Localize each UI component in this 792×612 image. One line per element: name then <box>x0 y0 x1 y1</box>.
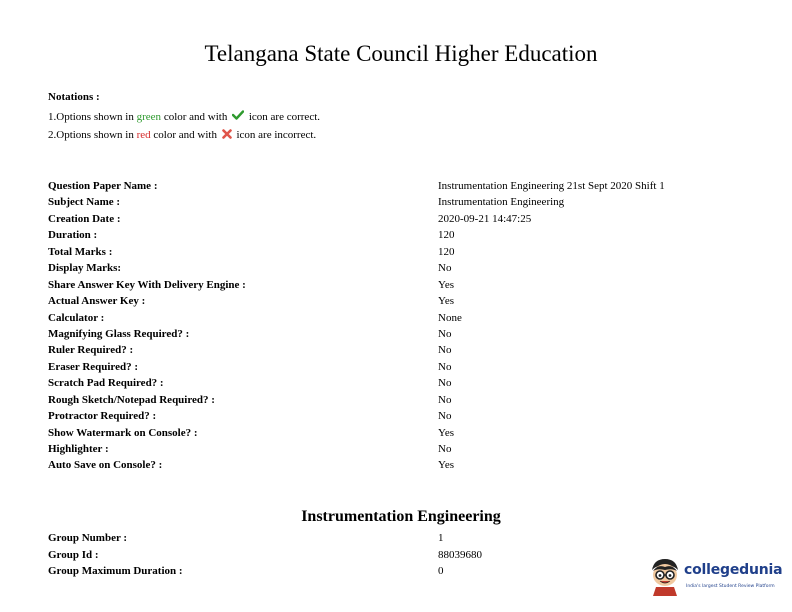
property-value: Yes <box>438 278 455 291</box>
property-row <box>48 326 748 342</box>
notation-correct: 1.Options shown in green color and with icon are correct. <box>48 108 320 126</box>
property-label: Auto Save on Console? : <box>48 459 163 472</box>
property-label: Calculator : <box>48 311 105 324</box>
logo-brand: collegedunia <box>684 562 783 578</box>
property-row <box>48 342 748 358</box>
property-label: Actual Answer Key : <box>48 295 146 308</box>
property-label: Eraser Required? : <box>48 360 139 373</box>
property-value: Yes <box>438 459 455 472</box>
property-value: No <box>438 360 452 373</box>
property-label: Scratch Pad Required? : <box>48 377 164 390</box>
property-value: 88039680 <box>438 548 482 561</box>
property-label: Highlighter : <box>48 443 109 455</box>
property-row <box>48 441 748 457</box>
property-value: 1 <box>438 532 444 544</box>
property-row <box>48 178 748 194</box>
property-value: Instrumentation Engineering <box>438 196 565 209</box>
property-label: Subject Name : <box>48 196 121 209</box>
notations-block <box>48 90 320 145</box>
question-paper-properties <box>48 178 748 474</box>
property-row <box>48 425 748 441</box>
cross-icon <box>222 127 232 145</box>
section-title: Instrumentation Engineering <box>301 508 501 525</box>
property-label: Rough Sketch/Notepad Required? : <box>48 393 215 406</box>
property-label: Group Number : <box>48 532 128 544</box>
property-value: No <box>438 262 452 275</box>
property-value: 120 <box>438 245 455 258</box>
property-row <box>48 310 748 326</box>
property-value: Yes <box>438 295 455 308</box>
collegedunia-logo <box>648 552 786 600</box>
check-icon <box>232 108 244 126</box>
red-word: red <box>136 129 151 142</box>
property-row <box>48 260 748 276</box>
property-label: Group Id : <box>48 548 99 561</box>
property-row <box>48 375 748 391</box>
property-row <box>48 408 748 424</box>
property-label: Duration : <box>48 229 98 242</box>
property-row <box>48 392 748 408</box>
property-row <box>48 547 748 564</box>
property-label: Protractor Required? : <box>48 410 157 423</box>
property-value: No <box>438 393 452 406</box>
property-row <box>48 194 748 210</box>
property-row <box>48 563 748 580</box>
property-label: Share Answer Key With Delivery Engine : <box>48 278 246 291</box>
property-row <box>48 227 748 243</box>
property-label: Question Paper Name : <box>48 180 158 192</box>
property-label: Total Marks : <box>48 245 113 258</box>
property-row <box>48 244 748 260</box>
notations-heading: Notations : <box>48 91 100 103</box>
property-label: Show Watermark on Console? : <box>48 426 198 439</box>
property-value: 0 <box>438 565 444 577</box>
logo-tagline: India's largest Student Review Platform <box>686 584 775 589</box>
property-row <box>48 359 748 375</box>
property-value: No <box>438 344 452 357</box>
property-label: Creation Date : <box>48 212 121 225</box>
green-word: green <box>136 111 162 123</box>
page-title: Telangana State Council Higher Education <box>204 41 598 66</box>
property-row <box>48 457 748 473</box>
property-value: No <box>438 327 452 340</box>
property-label: Ruler Required? : <box>48 344 134 357</box>
property-value: None <box>438 311 462 324</box>
property-row <box>48 530 748 547</box>
property-row <box>48 293 748 309</box>
property-value: No <box>438 443 452 455</box>
mascot-icon <box>648 556 682 601</box>
property-value: 2020-09-21 14:47:25 <box>438 212 532 225</box>
property-row <box>48 277 748 293</box>
property-label: Group Maximum Duration : <box>48 565 183 577</box>
property-label: Display Marks: <box>48 262 122 275</box>
property-label: Magnifying Glass Required? : <box>48 327 190 340</box>
property-row <box>48 211 748 227</box>
notation-incorrect: 2.Options shown in red color and with icon are incorrect. <box>48 126 320 144</box>
property-value: Instrumentation Engineering 21st Sept 2020 Shift 1 <box>438 180 665 192</box>
property-value: No <box>438 377 452 390</box>
property-value: Yes <box>438 426 455 439</box>
property-value: No <box>438 410 452 423</box>
property-value: 120 <box>438 229 455 242</box>
group-properties <box>48 530 748 580</box>
